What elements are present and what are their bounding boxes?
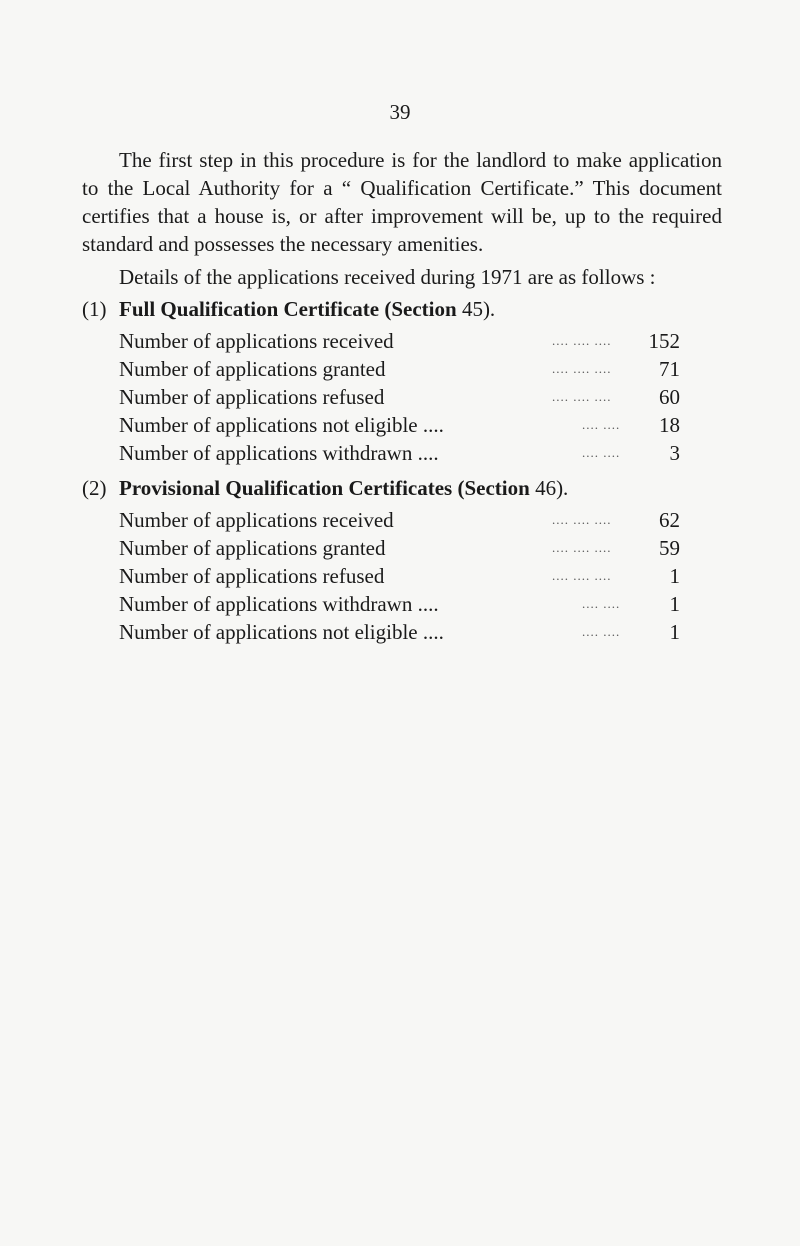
row-value: 71 bbox=[659, 357, 680, 381]
list-item bbox=[82, 590, 722, 618]
row-value: 18 bbox=[659, 413, 680, 437]
row-dots: .... .... bbox=[582, 596, 621, 611]
list-item bbox=[82, 439, 722, 467]
row-dots: .... .... .... bbox=[552, 361, 612, 376]
list-item bbox=[82, 562, 722, 590]
list-item bbox=[82, 618, 722, 646]
section-title-bold: Full Qualification Certificate (Section bbox=[119, 297, 457, 321]
section-title bbox=[119, 473, 568, 503]
row-label: Number of applications refused bbox=[119, 564, 385, 588]
section-number: (2) bbox=[82, 476, 107, 500]
details-line: Details of the applications received during 1971 are as follows : bbox=[119, 265, 656, 289]
row-label: Number of applications received bbox=[119, 329, 394, 353]
list-item bbox=[82, 327, 722, 355]
row-dots: .... .... .... bbox=[552, 568, 612, 583]
list-item bbox=[82, 355, 722, 383]
section-title-bold: Provisional Qualification Certificates (Section bbox=[119, 476, 530, 500]
section-number: (1) bbox=[82, 297, 107, 321]
row-value: 62 bbox=[659, 508, 680, 532]
section-title-plain: 46). bbox=[529, 476, 569, 500]
section-full-qualification bbox=[82, 294, 722, 467]
row-label: Number of applications granted bbox=[119, 357, 386, 381]
row-value: 152 bbox=[648, 329, 680, 353]
row-dots: .... .... bbox=[582, 624, 621, 639]
row-dots: .... .... bbox=[582, 417, 621, 432]
row-label: Number of applications not eligible .... bbox=[119, 413, 444, 437]
row-label: Number of applications withdrawn .... bbox=[119, 592, 439, 616]
row-dots: .... .... bbox=[582, 445, 621, 460]
row-dots: .... .... .... bbox=[552, 512, 612, 527]
section-title-plain: 45). bbox=[456, 297, 496, 321]
intro-paragraph bbox=[82, 146, 722, 258]
section-heading bbox=[82, 473, 722, 503]
row-label: Number of applications withdrawn .... bbox=[119, 441, 439, 465]
list-item bbox=[82, 506, 722, 534]
applications-list bbox=[82, 327, 722, 467]
row-value: 1 bbox=[669, 620, 680, 644]
row-value: 1 bbox=[669, 592, 680, 616]
row-label: Number of applications not eligible .... bbox=[119, 620, 444, 644]
list-item bbox=[82, 411, 722, 439]
row-value: 60 bbox=[659, 385, 680, 409]
row-dots: .... .... .... bbox=[552, 333, 612, 348]
section-provisional-qualification bbox=[82, 473, 722, 646]
row-value: 1 bbox=[669, 564, 680, 588]
list-item bbox=[82, 534, 722, 562]
row-value: 59 bbox=[659, 536, 680, 560]
section-heading bbox=[82, 294, 722, 324]
row-label: Number of applications refused bbox=[119, 385, 385, 409]
row-value: 3 bbox=[669, 441, 680, 465]
row-label: Number of applications received bbox=[119, 508, 394, 532]
list-item bbox=[82, 383, 722, 411]
row-dots: .... .... .... bbox=[552, 389, 612, 404]
intro-text: The first step in this procedure is for the landlord to make application to the Local Authority for a “ Qualification Certificate.” This document certifies that a house is, or after improvement will be, up to the required standard and possesses the necessary amenities. bbox=[82, 148, 722, 256]
row-label: Number of applications granted bbox=[119, 536, 386, 560]
section-title bbox=[119, 294, 495, 324]
applications-list bbox=[82, 506, 722, 646]
page-number: 39 bbox=[389, 100, 411, 124]
row-dots: .... .... .... bbox=[552, 540, 612, 555]
